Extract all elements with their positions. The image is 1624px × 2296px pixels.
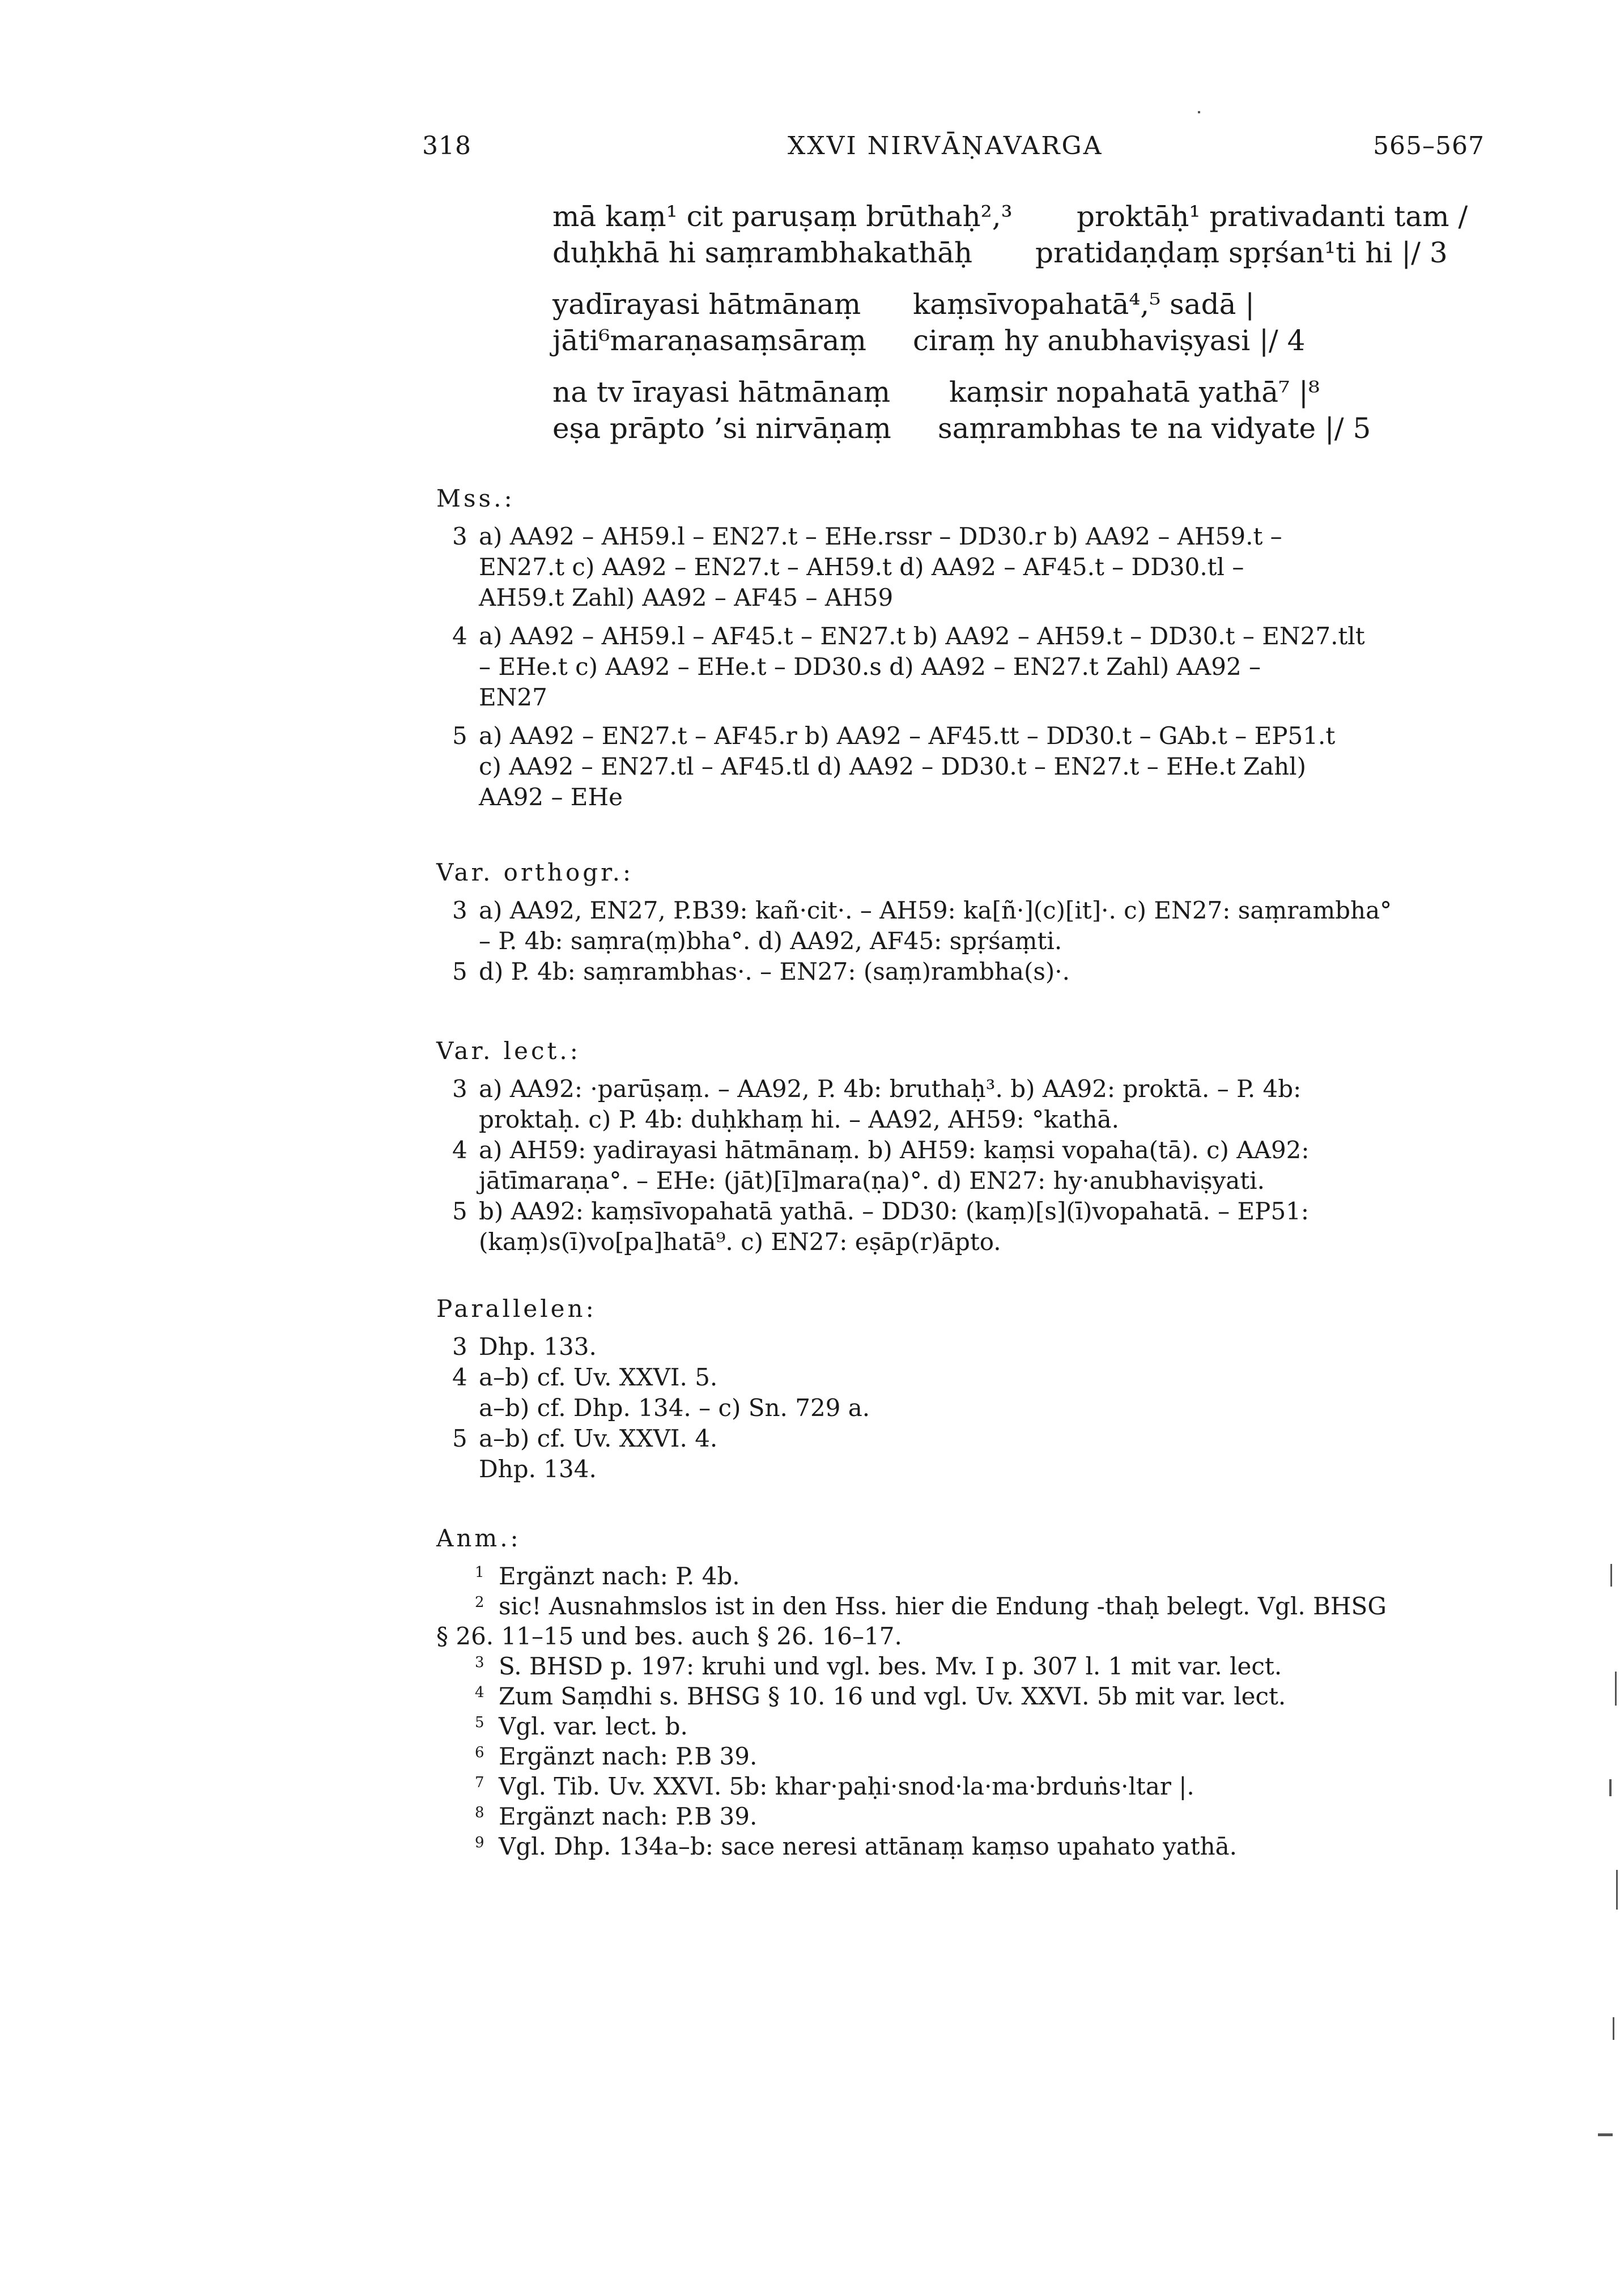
verse-pada: duḥkhā hi saṃrambhakathāḥ <box>552 236 973 269</box>
chapter-title: XXVI NIRVĀṆAVARGA <box>788 131 1103 160</box>
footnote <box>436 1801 1507 1831</box>
apparatus-line: Dhp. 133. <box>479 1333 597 1360</box>
footnote <box>436 1711 1507 1741</box>
notes-section <box>436 1524 1507 1861</box>
apparatus-line: (kaṃ)s(ī)vo[pa]hatā⁹. c) EN27: eṣāp(r)āpto. <box>479 1228 1001 1256</box>
section-heading: Var. orthogr.: <box>436 858 634 886</box>
entry-number: 3 <box>452 522 467 550</box>
footnote-text: Ergänzt nach: P. 4b. <box>499 1562 740 1590</box>
footnote-number: 9 <box>475 1834 484 1851</box>
footnote <box>436 1561 1507 1591</box>
entry-number: 3 <box>452 896 467 924</box>
scan-speck <box>1615 1672 1617 1706</box>
apparatus-line: – EHe.t c) AA92 – EHe.t – DD30.s d) AA92 – EN27.t Zahl) AA92 – <box>479 653 1261 681</box>
verse-pada: yadīrayasi hātmānaṃ <box>552 288 861 321</box>
footnote-text: S. BHSD p. 197: kruhi und vgl. bes. Mv. I p. 307 l. 1 mit var. lect. <box>499 1652 1282 1680</box>
apparatus-line: EN27.t c) AA92 – EN27.t – AH59.t d) AA92 – AF45.t – DD30.tl – <box>479 553 1244 581</box>
apparatus-line: a) AA92, EN27, P.B39: kañ·cit·. – AH59: ka[ñ·](c)[it]·. c) EN27: saṃrambha° <box>479 896 1392 924</box>
footnote-text: Ergänzt nach: P.B 39. <box>499 1742 758 1770</box>
section-heading: Anm.: <box>436 1524 521 1552</box>
verse-pada: kaṃsīvopahatā⁴,⁵ sadā | <box>913 288 1255 321</box>
apparatus-line: a–b) cf. Uv. XXVI. 4. <box>479 1425 718 1452</box>
verse-range: 565–567 <box>1373 131 1485 160</box>
apparatus-line: a) AH59: yadirayasi hātmānaṃ. b) AH59: kaṃsi vopaha(tā). c) AA92: <box>479 1136 1310 1164</box>
apparatus-line: EN27 <box>479 683 547 711</box>
scan-speck <box>1609 1779 1612 1796</box>
verse-pada: mā kaṃ¹ cit paruṣaṃ brūthaḥ²,³ <box>552 200 1013 233</box>
footnote-text: Vgl. Tib. Uv. XXVI. 5b: khar·paḥi·snod·la·ma·brduṅs·ltar |. <box>499 1772 1194 1800</box>
footnote-number: 4 <box>475 1684 484 1701</box>
entry-number: 5 <box>452 1425 467 1452</box>
footnote-text: Vgl. Dhp. 134a–b: sace neresi attānaṃ kaṃso upahato yathā. <box>499 1832 1238 1860</box>
apparatus-entry <box>436 1074 1490 1135</box>
apparatus-line: a) AA92: ·parūṣaṃ. – AA92, P. 4b: bruthaḥ³. b) AA92: proktā. – P. 4b: <box>479 1075 1302 1103</box>
apparatus-entry <box>436 956 1490 987</box>
apparatus-line: d) P. 4b: saṃrambhas·. – EN27: (saṃ)rambha(s)·. <box>479 958 1070 985</box>
footnote-text: Ergänzt nach: P.B 39. <box>499 1802 758 1830</box>
variant-readings-section <box>436 1037 1490 1257</box>
entry-number: 5 <box>452 958 467 985</box>
apparatus-line: AA92 – EHe <box>479 783 623 811</box>
apparatus-line: Dhp. 134. <box>479 1455 597 1483</box>
page-number: 318 <box>422 131 471 160</box>
manuscripts-section <box>436 484 1490 820</box>
apparatus-line: a) AA92 – EN27.t – AF45.r b) AA92 – AF45.tt – DD30.t – GAb.t – EP51.t <box>479 722 1336 750</box>
footnote-number: 7 <box>475 1774 484 1791</box>
apparatus-line: a) AA92 – AH59.l – AF45.t – EN27.t b) AA92 – AH59.t – DD30.t – EN27.tlt <box>479 622 1365 650</box>
footnote-number: 2 <box>475 1594 484 1611</box>
footnote <box>436 1681 1507 1711</box>
apparatus-line: a) AA92 – AH59.l – EN27.t – EHe.rssr – DD30.r b) AA92 – AH59.t – <box>479 522 1282 550</box>
footnote-number: 1 <box>475 1564 484 1581</box>
apparatus-entry <box>436 1332 1490 1362</box>
scan-speck <box>1198 111 1200 113</box>
scan-speck <box>1598 2133 1613 2136</box>
parallels-section <box>436 1295 1490 1485</box>
verse-pada: proktāḥ¹ prativadanti tam / <box>1077 200 1468 233</box>
footnote-continuation: § 26. 11–15 und bes. auch § 26. 16–17. <box>436 1622 902 1650</box>
footnote <box>436 1651 1507 1681</box>
footnote-number: 6 <box>475 1744 484 1761</box>
apparatus-line: jātīmaraṇa°. – EHe: (jāt)[ī]mara(ṇa)°. d) EN27: hy·anubhaviṣyati. <box>479 1167 1265 1194</box>
entry-number: 4 <box>452 1363 467 1391</box>
section-heading: Var. lect.: <box>436 1037 581 1065</box>
verse-pada: jāti⁶maraṇasaṃsāraṃ <box>552 324 866 357</box>
entry-number: 5 <box>452 1197 467 1225</box>
section-heading: Mss.: <box>436 484 515 512</box>
scan-speck <box>1613 2017 1614 2040</box>
apparatus-line: a–b) cf. Uv. XXVI. 5. <box>479 1363 718 1391</box>
apparatus-entry <box>436 521 1490 613</box>
section-heading: Parallelen: <box>436 1295 597 1323</box>
verse-pada: na tv īrayasi hātmānaṃ <box>552 376 891 409</box>
footnote <box>436 1591 1507 1621</box>
footnote <box>436 1741 1507 1771</box>
scan-speck <box>1616 1870 1618 1910</box>
apparatus-entry <box>436 621 1490 713</box>
verse-pada: eṣa prāpto ’si nirvāṇaṃ <box>552 412 891 445</box>
apparatus-line: – P. 4b: saṃra(ṃ)bha°. d) AA92, AF45: spṛśaṃti. <box>479 927 1062 955</box>
apparatus-entry <box>436 1423 1490 1485</box>
apparatus-entry <box>436 1135 1490 1196</box>
footnote-text: Zum Saṃdhi s. BHSG § 10. 16 und vgl. Uv. XXVI. 5b mit var. lect. <box>499 1682 1286 1710</box>
entry-number: 4 <box>452 622 467 650</box>
apparatus-line: AH59.t Zahl) AA92 – AF45 – AH59 <box>479 584 894 611</box>
apparatus-line: c) AA92 – EN27.tl – AF45.tl d) AA92 – DD30.t – EN27.t – EHe.t Zahl) <box>479 752 1306 780</box>
verse-pada: ciraṃ hy anubhaviṣyasi |/ 4 <box>913 324 1306 357</box>
footnote <box>436 1771 1507 1801</box>
footnote-number: 8 <box>475 1804 484 1821</box>
apparatus-line: b) AA92: kaṃsīvopahatā yathā. – DD30: (kaṃ)[s](ī)vopahatā. – EP51: <box>479 1197 1310 1225</box>
footnote-text: Vgl. var. lect. b. <box>499 1712 688 1740</box>
apparatus-entry <box>436 895 1490 956</box>
scan-speck <box>1610 1564 1612 1587</box>
footnote-text: sic! Ausnahmslos ist in den Hss. hier die Endung -thaḥ belegt. Vgl. BHSG <box>499 1592 1387 1620</box>
apparatus-entry <box>436 721 1490 813</box>
footnote-number: 3 <box>475 1654 484 1671</box>
verse-pada: saṃrambhas te na vidyate |/ 5 <box>938 412 1371 445</box>
apparatus-line: proktaḥ. c) P. 4b: duḥkhaṃ hi. – AA92, AH59: °kathā. <box>479 1106 1119 1133</box>
entry-number: 3 <box>452 1075 467 1103</box>
verse-pada: pratidaṇḍaṃ spṛśan¹ti hi |/ 3 <box>1035 236 1448 269</box>
orthographic-variants-section <box>436 858 1490 987</box>
verse-pada: kaṃsir nopahatā yathā⁷ |⁸ <box>949 376 1320 409</box>
apparatus-entry <box>436 1362 1490 1423</box>
entry-number: 5 <box>452 722 467 750</box>
apparatus-line: a–b) cf. Dhp. 134. – c) Sn. 729 a. <box>479 1394 870 1422</box>
entry-number: 3 <box>452 1333 467 1360</box>
footnote <box>436 1831 1507 1861</box>
footnote-number: 5 <box>475 1714 484 1731</box>
apparatus-entry <box>436 1196 1490 1257</box>
entry-number: 4 <box>452 1136 467 1164</box>
